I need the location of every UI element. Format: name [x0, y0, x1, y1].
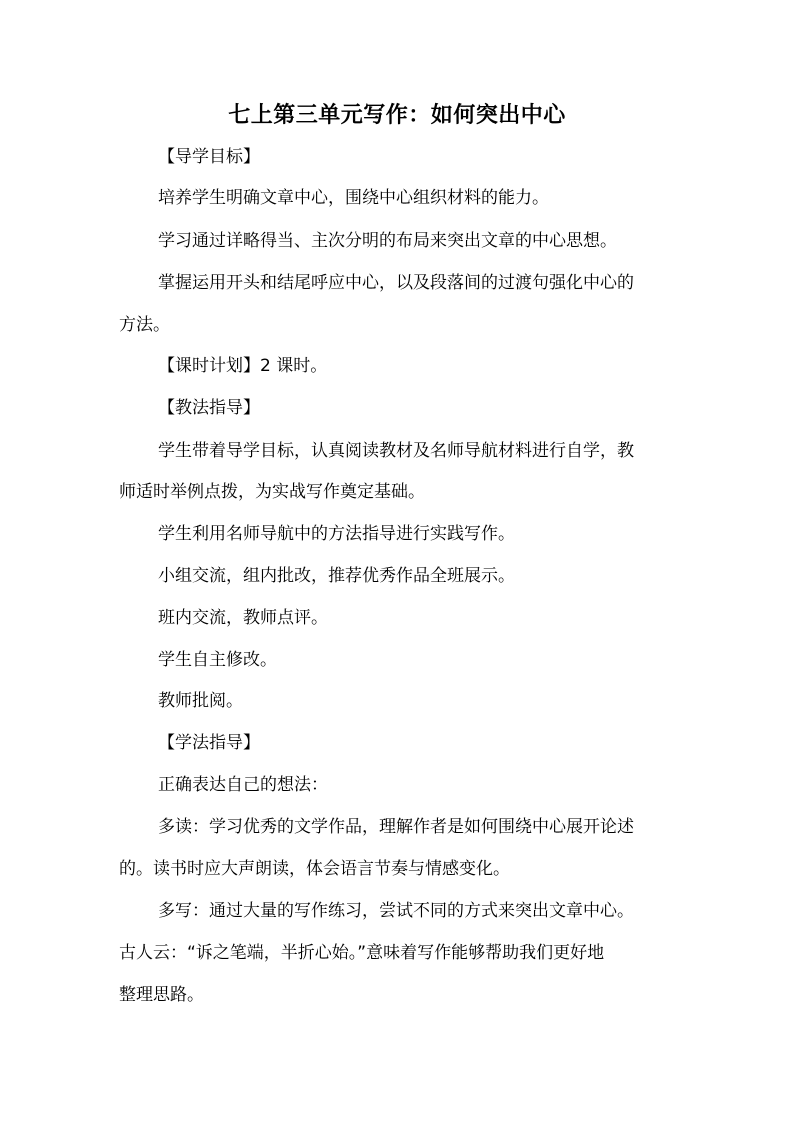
study-paragraph-3-line-3: 整理思路。 — [119, 985, 204, 1005]
heading-study-guidance: 【学法指导】 — [158, 733, 260, 753]
goal-paragraph-1: 培养学生明确文章中心，围绕中心组织材料的能力。 — [158, 188, 549, 208]
teaching-paragraph-4: 班内交流，教师点评。 — [158, 608, 328, 628]
teaching-paragraph-3: 小组交流，组内批改，推荐优秀作品全班展示。 — [158, 566, 515, 586]
study-paragraph-2-line-2: 的。读书时应大声朗读，体会语言节奏与情感变化。 — [119, 859, 510, 879]
teaching-paragraph-2: 学生利用名师导航中的方法指导进行实践写作。 — [158, 524, 515, 544]
heading-learning-goals: 【导学目标】 — [158, 147, 260, 167]
teaching-paragraph-1-line-2: 师适时举例点拨，为实战写作奠定基础。 — [119, 482, 425, 502]
heading-teaching-guidance: 【教法指导】 — [158, 398, 260, 418]
class-hours-plan: 【课时计划】2 课时。 — [158, 356, 328, 376]
teaching-paragraph-5: 学生自主修改。 — [158, 650, 277, 670]
teaching-paragraph-1-line-1: 学生带着导学目标，认真阅读教材及名师导航材料进行自学，教 — [158, 441, 634, 461]
study-paragraph-3-line-1: 多写：通过大量的写作练习，尝试不同的方式来突出文章中心。 — [158, 901, 634, 921]
goal-paragraph-3-line-2: 方法。 — [119, 315, 170, 335]
goal-paragraph-3-line-1: 掌握运用开头和结尾呼应中心，以及段落间的过渡句强化中心的 — [158, 273, 634, 293]
goal-paragraph-2: 学习通过详略得当、主次分明的布局来突出文章的中心思想。 — [158, 231, 617, 251]
study-paragraph-2-line-1: 多读：学习优秀的文学作品，理解作者是如何围绕中心展开论述 — [158, 817, 634, 837]
teaching-paragraph-6: 教师批阅。 — [158, 691, 243, 711]
study-paragraph-1: 正确表达自己的想法： — [158, 775, 328, 795]
document-title: 七上第三单元写作：如何突出中心 — [228, 103, 566, 128]
study-paragraph-3-line-2: 古人云：“诉之笔端，半折心始。”意味着写作能够帮助我们更好地 — [119, 943, 605, 963]
